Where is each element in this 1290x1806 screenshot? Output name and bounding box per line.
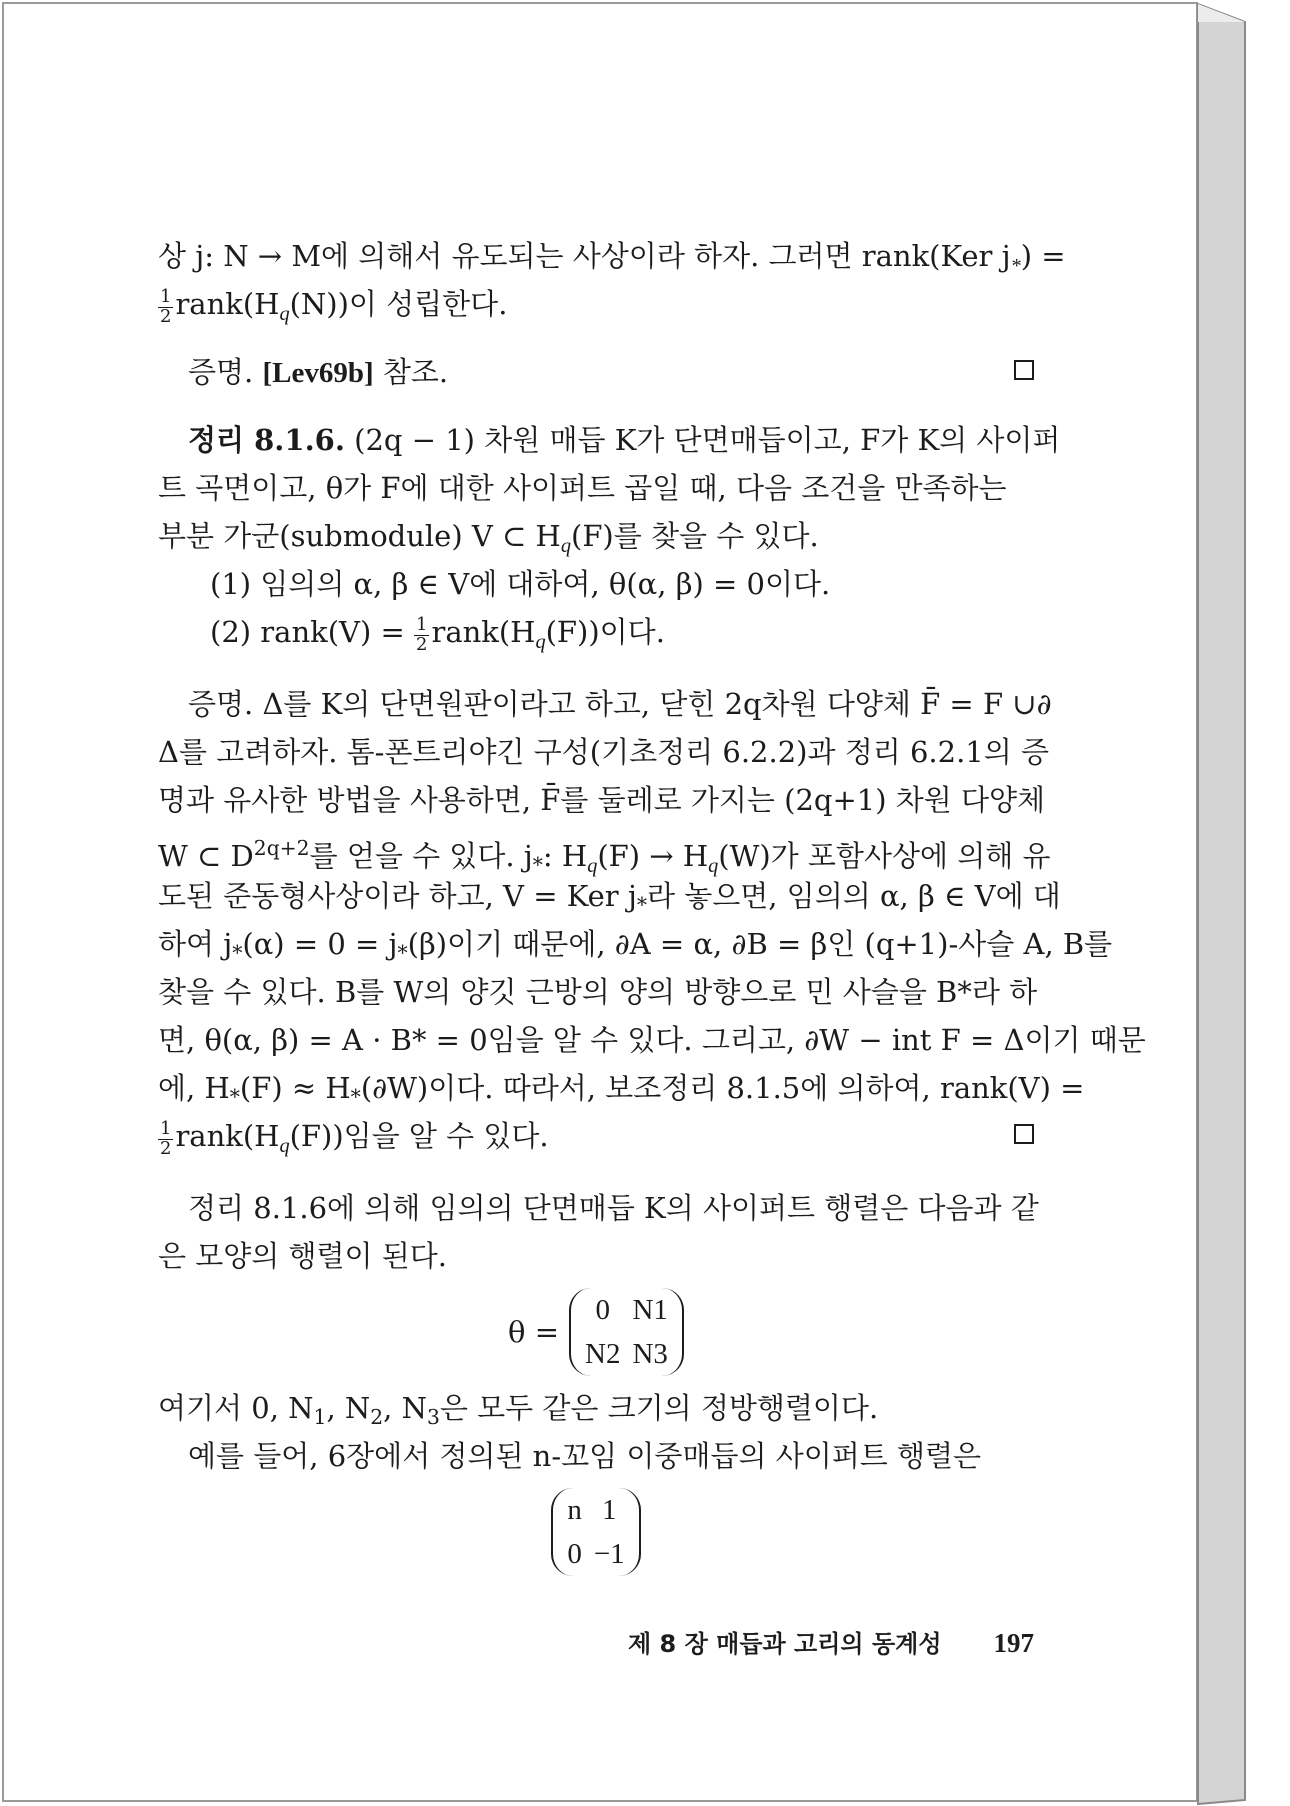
- text-segment: 에, H: [158, 1071, 230, 1105]
- matrix-label: θ =: [508, 1315, 560, 1349]
- text-segment: (2q − 1) 차원 매듭 K가 단면매듭이고, F가 K의 사이퍼: [354, 423, 1061, 457]
- text-segment: rank(H: [431, 615, 536, 649]
- text-segment: (F) ≈ H: [239, 1071, 351, 1105]
- subscript: 3: [426, 1405, 440, 1430]
- proof-line: [158, 872, 1061, 920]
- text-segment: , N: [326, 1391, 371, 1425]
- matrix-cell: N1: [632, 1294, 668, 1326]
- text-segment: W ⊂ D: [158, 839, 254, 874]
- text-segment: (F))이다.: [545, 615, 665, 649]
- text-segment: (F)를 찾을 수 있다.: [571, 519, 819, 553]
- reference-citation: [Lev69b]: [262, 357, 374, 389]
- subscript: q: [587, 855, 598, 878]
- proof-line: 찾을 수 있다. B를 W의 양깃 근방의 양의 방향으로 민 사슬을 B*라 하: [158, 975, 1038, 1009]
- proof-line: Δ를 고려하자. 톰-폰트리야긴 구성(기초정리 6.2.2)과 정리 6.2.1의 증: [158, 735, 1050, 769]
- text-line-1: 상 j: N → M에 의해서 유도되는 사상이라 하자. 그러면 rank(Ker j: [158, 239, 1011, 273]
- text-segment: [158, 232, 1066, 280]
- example-matrix-equation: [158, 1484, 1034, 1580]
- theorem-line: [158, 512, 1034, 560]
- fraction-numerator: 1: [160, 286, 172, 308]
- proof-line: [158, 1064, 1085, 1112]
- proof-line: [158, 680, 1052, 728]
- page-body: [158, 232, 1146, 1584]
- matrix-cell: 0: [595, 1294, 610, 1326]
- chapter-title: 제 8 장 매듭과 고리의 동계성: [628, 1630, 942, 1658]
- qed-box-icon: [1014, 360, 1034, 380]
- text-segment: 부분 가군(submodule) V ⊂ H: [158, 519, 561, 553]
- text-segment: (β)이기 때문에, ∂A = α, ∂B = β인 (q+1)-사슬 A, B를: [407, 927, 1113, 961]
- example-matrix: [551, 1488, 640, 1576]
- text-segment: : H: [542, 839, 588, 874]
- text-segment: 라 놓으면, 임의의 α, β ∈ V에 대: [646, 879, 1061, 913]
- text-segment: 하여 j: [158, 927, 233, 961]
- proof-line: [158, 348, 1034, 396]
- paragraph-line: 정리 8.1.6에 의해 임의의 단면매듭 K의 사이퍼트 행렬은 다음과 같: [188, 1191, 1039, 1225]
- text-segment: (W)가 포함사상에 의해 유: [718, 839, 1051, 874]
- subscript: *: [636, 893, 647, 918]
- page-footer: [628, 1624, 1034, 1659]
- subscript: q: [279, 1135, 290, 1158]
- text-segment: (N))이 성립한다.: [289, 287, 508, 321]
- matrix-cell: 1: [601, 1494, 617, 1526]
- subscript: q: [535, 631, 546, 654]
- text-line: [158, 280, 1034, 328]
- subscript: q: [279, 303, 290, 326]
- superscript: 2q+2: [253, 836, 310, 860]
- page-number: 197: [993, 1628, 1034, 1658]
- fraction-denominator: 2: [416, 634, 428, 656]
- text-segment: (F))임을 알 수 있다.: [289, 1119, 549, 1153]
- subscript: q: [708, 855, 719, 878]
- text-segment: rank(H: [175, 1119, 280, 1153]
- fraction-half: [158, 1120, 173, 1159]
- theorem-condition-2: [158, 608, 1034, 656]
- paragraph-line: [158, 1384, 1034, 1432]
- matrix-cell: n: [567, 1494, 582, 1526]
- theorem-line: [158, 416, 1061, 464]
- fraction-denominator: 2: [160, 1138, 172, 1160]
- proof-line: [158, 824, 1051, 878]
- subscript: 1: [313, 1405, 327, 1430]
- text-segment: (∂W)이다. 따라서, 보조정리 8.1.5에 의하여, rank(V) =: [360, 1071, 1085, 1105]
- text-segment: Δ를 K의 단면원판이라고 하고, 닫힌 2q차원 다양체 F̄ = F ∪∂: [262, 687, 1052, 721]
- qed-box-icon: [1014, 1124, 1034, 1144]
- text-segment: 은 모두 같은 크기의 정방행렬이다.: [439, 1391, 879, 1425]
- text-segment: 를 얻을 수 있다. j: [309, 839, 533, 874]
- subscript: *: [229, 1085, 240, 1110]
- text-segment: (2) rank(V) =: [210, 615, 405, 649]
- text-line-1-tail: ) =: [1020, 239, 1066, 273]
- matrix-cell: N2: [585, 1338, 621, 1370]
- proof-line: 명과 유사한 방법을 사용하면, F̄를 둘레로 가지는 (2q+1) 차원 다양체: [158, 783, 1046, 817]
- text-line: [158, 232, 1066, 280]
- proof-line: [158, 920, 1113, 968]
- text-segment: 도된 준동형사상이라 하고, V = Ker j: [158, 879, 637, 913]
- subscript: *: [232, 941, 243, 966]
- text-segment: (α) = 0 = j: [242, 927, 398, 961]
- matrix-cell: −1: [593, 1538, 625, 1570]
- subscript: *: [350, 1085, 361, 1110]
- theorem-condition-1: (1) 임의의 α, β ∈ V에 대하여, θ(α, β) = 0이다.: [210, 567, 831, 601]
- subscript: 2: [370, 1405, 384, 1430]
- text-segment: 참조.: [382, 355, 449, 389]
- subscript: *: [532, 853, 543, 878]
- text-segment: , N: [383, 1391, 427, 1425]
- subscript: *: [397, 941, 408, 966]
- paragraph-line: 은 모양의 행렬이 된다.: [158, 1239, 447, 1273]
- subscript: *: [1010, 255, 1021, 278]
- text-segment: rank(H: [175, 287, 280, 321]
- fraction-half: [158, 288, 173, 327]
- proof-label: 증명.: [188, 687, 254, 721]
- fraction-numerator: 1: [160, 1118, 172, 1140]
- fraction-half: [414, 616, 429, 655]
- paragraph-line: 예를 들어, 6장에서 정의된 n-꼬임 이중매듭의 사이퍼트 행렬은: [188, 1439, 982, 1473]
- fraction-numerator: 1: [416, 614, 428, 636]
- block-matrix: [569, 1288, 684, 1376]
- proof-line: 면, θ(α, β) = A · B* = 0임을 알 수 있다. 그리고, ∂W − int F = Δ이기 때문: [158, 1023, 1146, 1057]
- theorem-label: 정리 8.1.6.: [188, 423, 345, 457]
- text-segment: (F) → H: [597, 839, 709, 874]
- text-segment: 여기서 0, N: [158, 1391, 314, 1425]
- subscript: q: [560, 535, 571, 558]
- matrix-cell: N3: [632, 1338, 668, 1370]
- theorem-line: 트 곡면이고, θ가 F에 대한 사이퍼트 곱일 때, 다음 조건을 만족하는: [158, 471, 1007, 505]
- seifert-matrix-equation: [158, 1284, 1034, 1380]
- matrix-cell: 0: [567, 1538, 582, 1570]
- proof-label: 증명.: [188, 355, 254, 389]
- proof-line: [158, 1112, 1034, 1160]
- fraction-denominator: 2: [160, 306, 172, 328]
